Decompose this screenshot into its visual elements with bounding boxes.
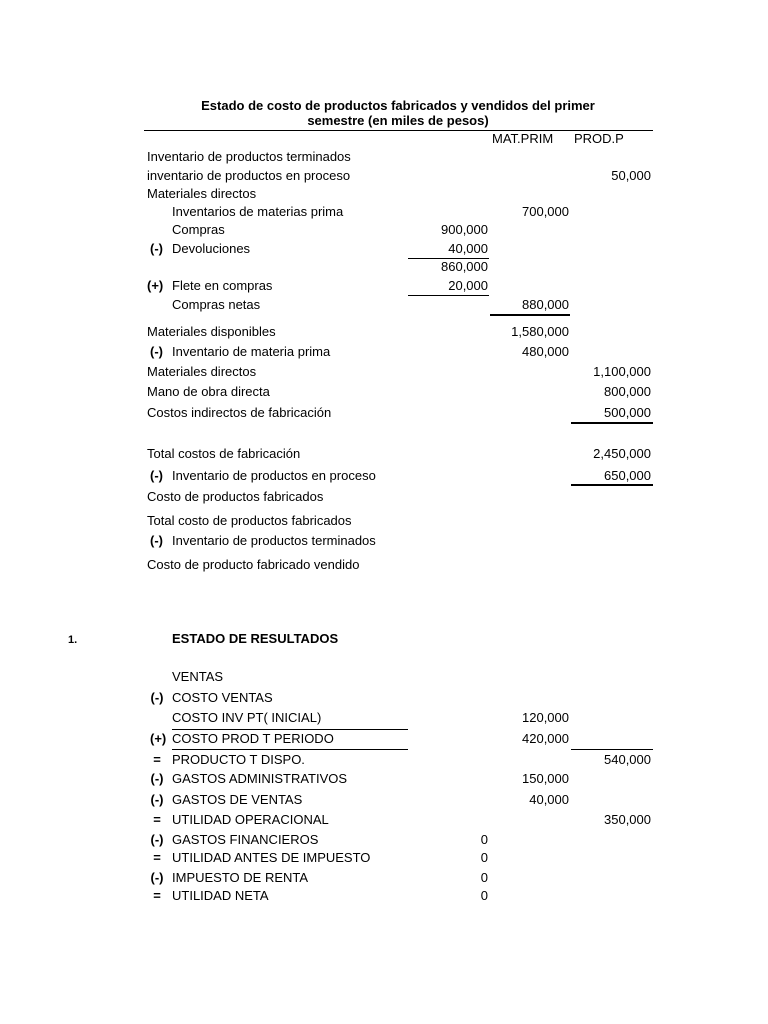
underline xyxy=(571,422,653,424)
col-header-prod: PROD.P xyxy=(574,131,624,146)
underline xyxy=(571,749,653,750)
row-value: 0 xyxy=(480,870,488,885)
row-value: 860,000 xyxy=(441,259,488,274)
row-value: 40,000 xyxy=(529,792,569,807)
row-value: 900,000 xyxy=(441,222,488,237)
row-label: COSTO VENTAS xyxy=(172,690,273,705)
row-value: 20,000 xyxy=(448,278,488,293)
row-label: Compras xyxy=(172,222,225,237)
row-value: 540,000 xyxy=(604,752,651,767)
row-value: 500,000 xyxy=(604,405,651,420)
underline xyxy=(172,729,408,730)
row-label: Compras netas xyxy=(172,297,261,312)
row-sign: (-) xyxy=(150,771,164,786)
row-label: Inventarios de materias prima xyxy=(172,204,344,219)
row-label: COSTO PROD T PERIODO xyxy=(172,731,334,746)
row-sign: = xyxy=(153,812,161,827)
row-label: Inventario de productos en proceso xyxy=(172,468,376,483)
row-label: IMPUESTO DE RENTA xyxy=(172,870,309,885)
row-label: Materiales directos xyxy=(147,364,257,379)
row-sign: (-) xyxy=(150,870,164,885)
row-label: UTILIDAD OPERACIONAL xyxy=(172,812,329,827)
row-label: GASTOS DE VENTAS xyxy=(172,792,303,807)
row-label: Mano de obra directa xyxy=(147,384,270,399)
row-label: Materiales directos xyxy=(147,186,257,201)
row-label: PRODUCTO T DISPO. xyxy=(172,752,305,767)
doc-title-line1: Estado de costo de productos fabricados y vendidos del primer xyxy=(201,98,595,113)
row-value: 1,100,000 xyxy=(593,364,651,379)
row-label: GASTOS FINANCIEROS xyxy=(172,832,319,847)
row-sign: (-) xyxy=(150,832,164,847)
row-label: Inventario de materia prima xyxy=(172,344,331,359)
row-label: UTILIDAD NETA xyxy=(172,888,269,903)
row-value: 150,000 xyxy=(522,771,569,786)
row-value: 420,000 xyxy=(522,731,569,746)
row-value: 480,000 xyxy=(522,344,569,359)
row-label: Costo de productos fabricados xyxy=(147,489,324,504)
row-label: GASTOS ADMINISTRATIVOS xyxy=(172,771,348,786)
row-value: 650,000 xyxy=(604,468,651,483)
row-label: Costo de producto fabricado vendido xyxy=(147,557,360,572)
row-label: Total costos de fabricación xyxy=(147,446,301,461)
row-sign: (-) xyxy=(150,468,163,483)
row-sign: (-) xyxy=(150,344,163,359)
underline xyxy=(172,749,408,750)
row-value: 800,000 xyxy=(604,384,651,399)
underline xyxy=(490,314,570,316)
row-value: 700,000 xyxy=(522,204,569,219)
row-value: 1,580,000 xyxy=(511,324,569,339)
row-label: UTILIDAD ANTES DE IMPUESTO xyxy=(172,850,371,865)
row-sign: (+) xyxy=(150,731,167,746)
underline xyxy=(408,295,489,296)
row-label: Materiales disponibles xyxy=(147,324,276,339)
row-sign: (+) xyxy=(147,278,164,293)
section-title: ESTADO DE RESULTADOS xyxy=(172,631,339,646)
underline xyxy=(571,484,653,486)
row-label: Inventario de productos terminados xyxy=(147,149,351,164)
row-value: 40,000 xyxy=(448,241,488,256)
row-sign: = xyxy=(153,850,161,865)
row-sign: (-) xyxy=(150,690,164,705)
row-value: 2,450,000 xyxy=(593,446,651,461)
row-sign: (-) xyxy=(150,792,164,807)
col-header-mat: MAT.PRIM xyxy=(492,131,554,146)
row-value: 0 xyxy=(480,850,488,865)
row-label: VENTAS xyxy=(172,669,224,684)
row-value: 120,000 xyxy=(522,710,569,725)
row-label: COSTO INV PT( INICIAL) xyxy=(172,710,322,725)
row-value: 350,000 xyxy=(604,812,651,827)
row-sign: = xyxy=(153,888,161,903)
row-label: Total costo de productos fabricados xyxy=(147,513,352,528)
row-value: 0 xyxy=(480,888,488,903)
doc-title-line2: semestre (en miles de pesos) xyxy=(307,113,489,128)
row-value: 0 xyxy=(480,832,488,847)
row-label: inventario de productos en proceso xyxy=(147,168,351,183)
row-value: 880,000 xyxy=(522,297,569,312)
row-sign: (-) xyxy=(150,241,163,256)
row-sign: (-) xyxy=(150,533,163,548)
row-label: Inventario de productos terminados xyxy=(172,533,376,548)
row-label: Flete en compras xyxy=(172,278,273,293)
row-label: Devoluciones xyxy=(172,241,251,256)
section-number: 1. xyxy=(68,634,78,646)
row-sign: = xyxy=(153,752,161,767)
row-value: 50,000 xyxy=(611,168,651,183)
row-label: Costos indirectos de fabricación xyxy=(147,405,332,420)
